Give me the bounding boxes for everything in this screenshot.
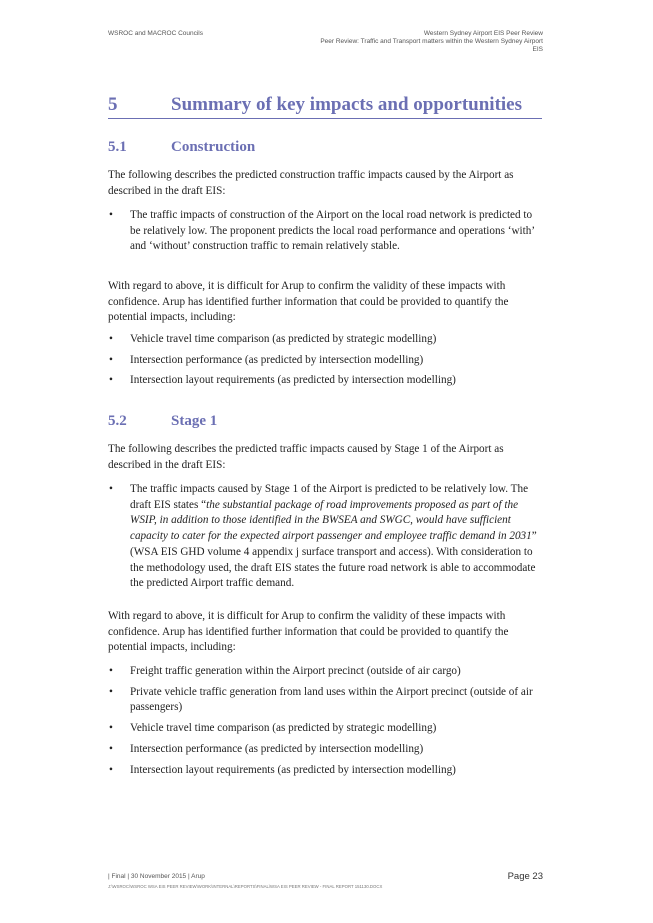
stage-1-regard: With regard to above, it is difficult for Arup to confirm the validity of these impacts with confidence. Arup has identified further information that could be provided to quantify the potential impacts, including: bbox=[108, 610, 509, 654]
header-right-line-1: Western Sydney Airport EIS Peer Review bbox=[423, 30, 543, 37]
section-number: 5.2 bbox=[108, 413, 127, 429]
header-right-line-3: EIS bbox=[532, 46, 543, 53]
list-item: • Intersection performance (as predicted by intersection modelling) bbox=[108, 742, 540, 758]
stage-1-info-list bbox=[108, 664, 540, 783]
list-item: • Intersection layout requirements (as predicted by intersection modelling) bbox=[108, 763, 540, 779]
list-item: • Vehicle travel time comparison (as predicted by strategic modelling) bbox=[108, 721, 540, 737]
list-item: • The traffic impacts of construction of the Airport on the local road network is predicted to be relatively low. The proponent predicts the local road performance and operations ‘with’ and ‘without’ construction traffic to remain relatively stable. bbox=[108, 208, 540, 255]
bullet-text-start: The traffic impacts caused by Stage 1 of the Airport is predicted to be relatively low. The draft EIS states “ bbox=[130, 483, 529, 511]
chapter-heading bbox=[108, 92, 542, 119]
footer-file-path: J:\WSROC\WSROC WSA EIS PEER REVIEW\WORK\INTERNAL\REPORTS\FINAL\WSA EIS PEER REVIEW - FINAL REPORT 151130.DOCX bbox=[108, 884, 383, 889]
stage-1-intro: The following describes the predicted traffic impacts caused by Stage 1 of the Airport as described in the draft EIS: bbox=[108, 443, 504, 471]
eis-quote: the substantial package of road improvements proposed as part of the WSIP, in addition to those identified in the BWSEA and SWGC, would have sufficient capacity to cater for the expected airport passenger and employee traffic demand in 2031 bbox=[130, 498, 532, 543]
stage-1-impact-list bbox=[108, 482, 540, 597]
header-left-text: WSROC and MACROC Councils bbox=[108, 30, 203, 37]
bullet-text-end: ” (WSA EIS GHD volume 4 appendix j surface transport and access). With consideration to the methodology used, the draft EIS states the future road network is able to accommodate the predicted Airport traffic demand. bbox=[130, 530, 537, 590]
footer-status: | Final | 30 November 2015 | Arup bbox=[108, 873, 205, 880]
list-item: • Freight traffic generation within the Airport precinct (outside of air cargo) bbox=[108, 664, 540, 680]
chapter-title: Summary of key impacts and opportunities bbox=[171, 94, 522, 115]
list-item bbox=[108, 482, 540, 592]
chapter-number: 5 bbox=[108, 94, 118, 115]
section-number: 5.1 bbox=[108, 139, 127, 155]
section-title: Stage 1 bbox=[171, 413, 218, 429]
list-item: • Intersection performance (as predicted by intersection modelling) bbox=[108, 353, 540, 369]
construction-regard: With regard to above, it is difficult for Arup to confirm the validity of these impacts with confidence. Arup has identified further information that could be provided to quantify the potential impacts, including: bbox=[108, 280, 509, 324]
list-item: • Private vehicle traffic generation from land uses within the Airport precinct (outside of air passengers) bbox=[108, 685, 540, 716]
section-title: Construction bbox=[171, 139, 256, 155]
list-item: • Intersection layout requirements (as predicted by intersection modelling) bbox=[108, 373, 540, 389]
construction-impact-list bbox=[108, 208, 540, 260]
header-right-text bbox=[243, 30, 543, 54]
construction-info-list bbox=[108, 332, 540, 394]
page-number: Page 23 bbox=[507, 871, 543, 882]
header-right-line-2: Peer Review: Traffic and Transport matters within the Western Sydney Airport bbox=[320, 38, 543, 45]
list-item: • Vehicle travel time comparison (as predicted by strategic modelling) bbox=[108, 332, 540, 348]
construction-intro: The following describes the predicted construction traffic impacts caused by the Airport as described in the draft EIS: bbox=[108, 169, 514, 197]
